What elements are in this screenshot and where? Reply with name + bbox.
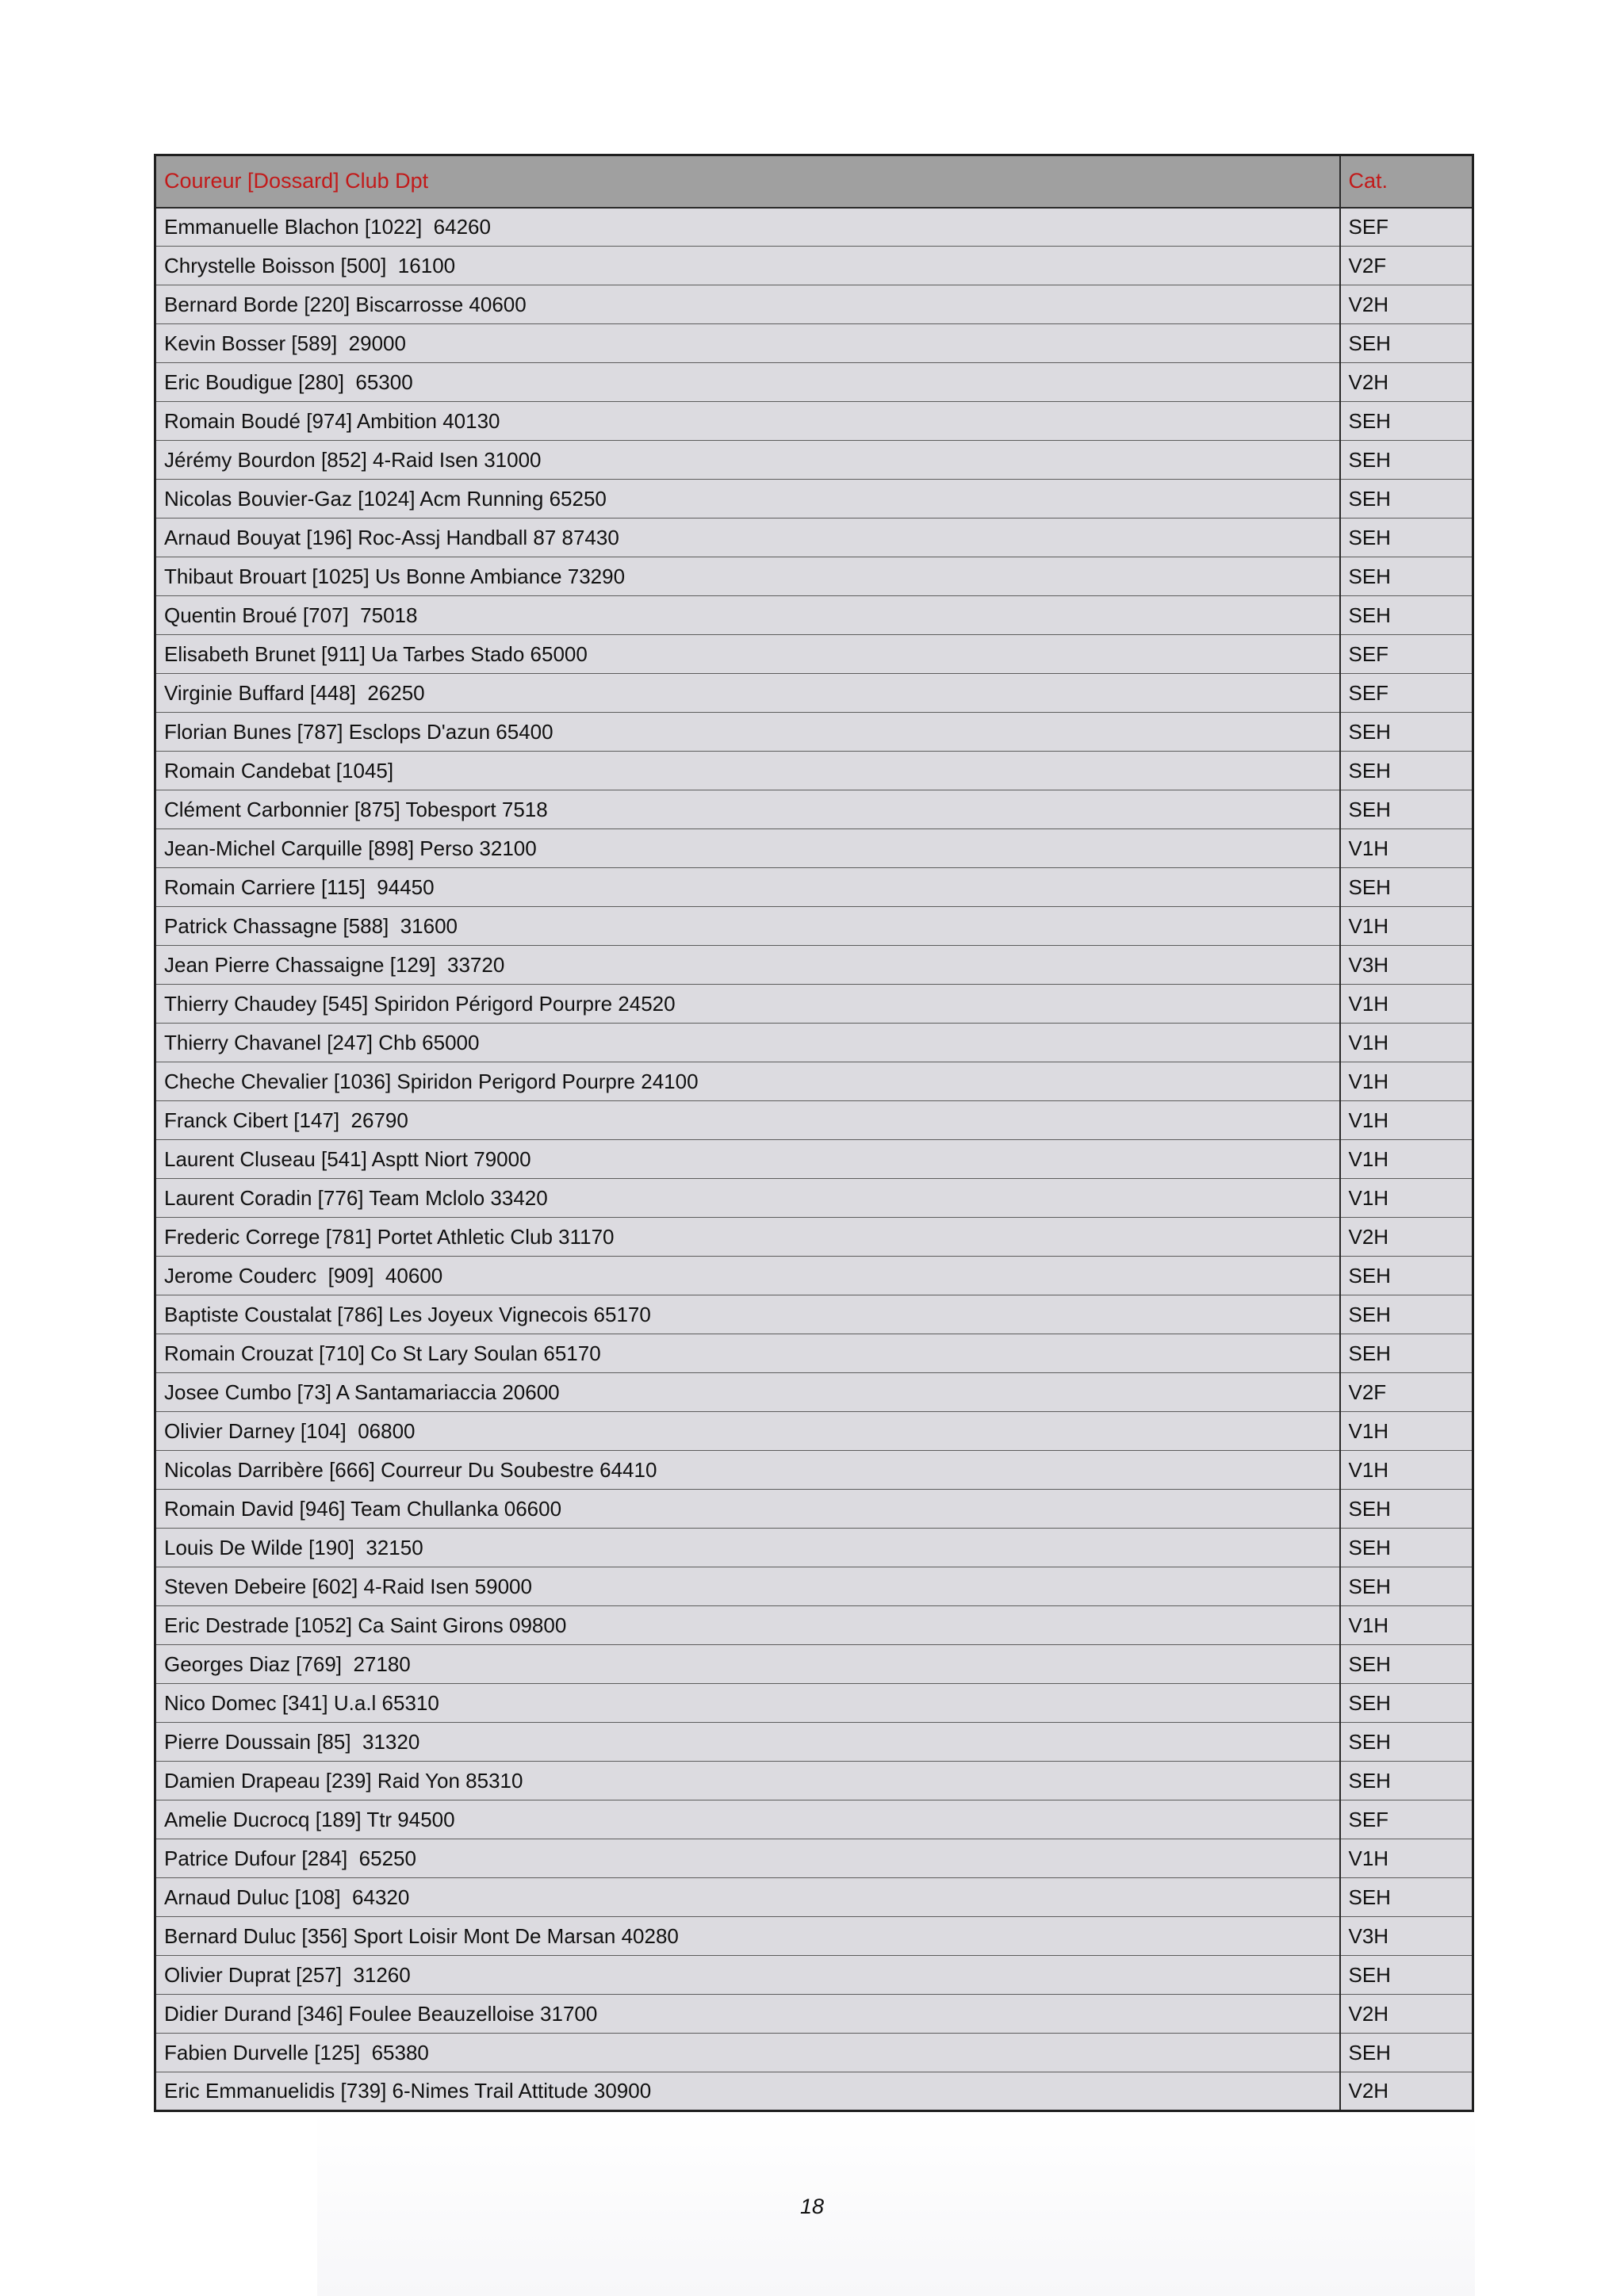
runner-cell: Quentin Broué [707] 75018	[155, 596, 1340, 635]
runner-cell: Elisabeth Brunet [911] Ua Tarbes Stado 65000	[155, 635, 1340, 674]
table-row	[155, 285, 1473, 324]
table-row	[155, 363, 1473, 402]
category-cell: SEH	[1340, 402, 1473, 441]
table-row	[155, 1956, 1473, 1995]
runner-cell: Olivier Darney [104] 06800	[155, 1412, 1340, 1451]
runner-cell: Romain Carriere [115] 94450	[155, 868, 1340, 907]
table-row	[155, 635, 1473, 674]
runner-cell: Laurent Cluseau [541] Asptt Niort 79000	[155, 1140, 1340, 1179]
table-row	[155, 557, 1473, 596]
table-row	[155, 208, 1473, 247]
runner-cell: Damien Drapeau [239] Raid Yon 85310	[155, 1762, 1340, 1800]
runner-cell: Florian Bunes [787] Esclops D'azun 65400	[155, 713, 1340, 752]
category-cell: V3H	[1340, 946, 1473, 985]
category-cell: V1H	[1340, 1451, 1473, 1490]
runner-cell: Jérémy Bourdon [852] 4-Raid Isen 31000	[155, 441, 1340, 480]
category-cell: SEH	[1340, 1490, 1473, 1529]
table-row	[155, 1723, 1473, 1762]
category-cell: V1H	[1340, 829, 1473, 868]
table-row	[155, 1373, 1473, 1412]
category-cell: V2H	[1340, 1218, 1473, 1257]
runner-cell: Steven Debeire [602] 4-Raid Isen 59000	[155, 1567, 1340, 1606]
table-row	[155, 946, 1473, 985]
table-row	[155, 1762, 1473, 1800]
runner-cell: Romain Crouzat [710] Co St Lary Soulan 65170	[155, 1334, 1340, 1373]
runner-cell: Thierry Chavanel [247] Chb 65000	[155, 1024, 1340, 1062]
runner-cell: Thierry Chaudey [545] Spiridon Périgord Pourpre 24520	[155, 985, 1340, 1024]
table-row	[155, 674, 1473, 713]
table-row	[155, 1062, 1473, 1101]
category-cell: SEH	[1340, 557, 1473, 596]
table-row	[155, 752, 1473, 790]
category-cell: SEF	[1340, 674, 1473, 713]
category-cell: V1H	[1340, 1101, 1473, 1140]
table-row	[155, 324, 1473, 363]
category-cell: V2H	[1340, 2072, 1473, 2111]
runner-cell: Jerome Couderc [909] 40600	[155, 1257, 1340, 1295]
results-table	[154, 154, 1474, 2112]
category-cell: V2F	[1340, 1373, 1473, 1412]
runner-cell: Laurent Coradin [776] Team Mclolo 33420	[155, 1179, 1340, 1218]
runner-cell: Jean Pierre Chassaigne [129] 33720	[155, 946, 1340, 985]
table-row	[155, 1529, 1473, 1567]
runner-cell: Josee Cumbo [73] A Santamariaccia 20600	[155, 1373, 1340, 1412]
table-row	[155, 1917, 1473, 1956]
runner-cell: Eric Destrade [1052] Ca Saint Girons 09800	[155, 1606, 1340, 1645]
runner-cell: Romain Candebat [1045]	[155, 752, 1340, 790]
table-row	[155, 1878, 1473, 1917]
page-number: 18	[799, 2195, 825, 2218]
runner-cell: Baptiste Coustalat [786] Les Joyeux Vignecois 65170	[155, 1295, 1340, 1334]
category-cell: SEH	[1340, 2034, 1473, 2072]
runner-cell: Georges Diaz [769] 27180	[155, 1645, 1340, 1684]
category-cell: V1H	[1340, 1140, 1473, 1179]
runner-cell: Eric Boudigue [280] 65300	[155, 363, 1340, 402]
runner-cell: Arnaud Duluc [108] 64320	[155, 1878, 1340, 1917]
runner-cell: Olivier Duprat [257] 31260	[155, 1956, 1340, 1995]
runner-cell: Amelie Ducrocq [189] Ttr 94500	[155, 1800, 1340, 1839]
category-cell: SEH	[1340, 324, 1473, 363]
table-row	[155, 1645, 1473, 1684]
category-cell: SEH	[1340, 1295, 1473, 1334]
table-row	[155, 1218, 1473, 1257]
runner-cell: Nicolas Bouvier-Gaz [1024] Acm Running 65250	[155, 480, 1340, 519]
category-cell: V1H	[1340, 1179, 1473, 1218]
category-cell: SEH	[1340, 752, 1473, 790]
table-row	[155, 2072, 1473, 2111]
table-row	[155, 1179, 1473, 1218]
category-cell: SEH	[1340, 1762, 1473, 1800]
runner-cell: Cheche Chevalier [1036] Spiridon Perigord Pourpre 24100	[155, 1062, 1340, 1101]
runner-cell: Louis De Wilde [190] 32150	[155, 1529, 1340, 1567]
runner-cell: Jean-Michel Carquille [898] Perso 32100	[155, 829, 1340, 868]
category-cell: V1H	[1340, 1606, 1473, 1645]
table-row	[155, 1995, 1473, 2034]
category-cell: SEH	[1340, 868, 1473, 907]
runner-cell: Arnaud Bouyat [196] Roc-Assj Handball 87 87430	[155, 519, 1340, 557]
table-row	[155, 2034, 1473, 2072]
table-row	[155, 1295, 1473, 1334]
category-cell: V2H	[1340, 285, 1473, 324]
category-cell: SEF	[1340, 635, 1473, 674]
table-row	[155, 1257, 1473, 1295]
table-row	[155, 1567, 1473, 1606]
runner-cell: Pierre Doussain [85] 31320	[155, 1723, 1340, 1762]
runner-cell: Virginie Buffard [448] 26250	[155, 674, 1340, 713]
table-row	[155, 247, 1473, 285]
table-row	[155, 596, 1473, 635]
table-row	[155, 1024, 1473, 1062]
category-cell: SEH	[1340, 1567, 1473, 1606]
table-row	[155, 1800, 1473, 1839]
runner-cell: Nicolas Darribère [666] Courreur Du Soubestre 64410	[155, 1451, 1340, 1490]
category-cell: SEH	[1340, 596, 1473, 635]
category-cell: V2F	[1340, 247, 1473, 285]
category-cell: SEH	[1340, 1334, 1473, 1373]
category-cell: V2H	[1340, 1995, 1473, 2034]
runner-cell: Emmanuelle Blachon [1022] 64260	[155, 208, 1340, 247]
runner-cell: Romain David [946] Team Chullanka 06600	[155, 1490, 1340, 1529]
category-cell: SEH	[1340, 713, 1473, 752]
table-row	[155, 985, 1473, 1024]
category-cell: V1H	[1340, 985, 1473, 1024]
category-cell: V1H	[1340, 907, 1473, 946]
category-cell: V1H	[1340, 1024, 1473, 1062]
category-cell: SEH	[1340, 1645, 1473, 1684]
category-cell: SEH	[1340, 1723, 1473, 1762]
table-row	[155, 1839, 1473, 1878]
table-row	[155, 907, 1473, 946]
category-cell: SEH	[1340, 1257, 1473, 1295]
runner-cell: Eric Emmanuelidis [739] 6-Nimes Trail Attitude 30900	[155, 2072, 1340, 2111]
table-row	[155, 1412, 1473, 1451]
table-row	[155, 829, 1473, 868]
category-cell: SEH	[1340, 1684, 1473, 1723]
table-row	[155, 519, 1473, 557]
column-header-category: Cat.	[1340, 155, 1473, 208]
runner-cell: Patrice Dufour [284] 65250	[155, 1839, 1340, 1878]
table-row	[155, 1451, 1473, 1490]
runner-cell: Chrystelle Boisson [500] 16100	[155, 247, 1340, 285]
runner-cell: Frederic Correge [781] Portet Athletic Club 31170	[155, 1218, 1340, 1257]
runner-cell: Franck Cibert [147] 26790	[155, 1101, 1340, 1140]
runner-cell: Thibaut Brouart [1025] Us Bonne Ambiance 73290	[155, 557, 1340, 596]
category-cell: SEH	[1340, 1529, 1473, 1567]
table-row	[155, 1684, 1473, 1723]
table-row	[155, 1490, 1473, 1529]
runner-cell: Patrick Chassagne [588] 31600	[155, 907, 1340, 946]
runner-cell: Romain Boudé [974] Ambition 40130	[155, 402, 1340, 441]
category-cell: SEH	[1340, 1956, 1473, 1995]
table-row	[155, 480, 1473, 519]
table-row	[155, 441, 1473, 480]
category-cell: SEH	[1340, 790, 1473, 829]
runner-cell: Bernard Borde [220] Biscarrosse 40600	[155, 285, 1340, 324]
column-header-runner: Coureur [Dossard] Club Dpt	[155, 155, 1340, 208]
table-header-row	[155, 155, 1473, 208]
runner-cell: Nico Domec [341] U.a.l 65310	[155, 1684, 1340, 1723]
table-row	[155, 1334, 1473, 1373]
category-cell: SEH	[1340, 519, 1473, 557]
category-cell: V1H	[1340, 1412, 1473, 1451]
category-cell: SEH	[1340, 1878, 1473, 1917]
category-cell: V1H	[1340, 1839, 1473, 1878]
runner-cell: Clément Carbonnier [875] Tobesport 7518	[155, 790, 1340, 829]
category-cell: SEH	[1340, 441, 1473, 480]
runner-cell: Didier Durand [346] Foulee Beauzelloise 31700	[155, 1995, 1340, 2034]
category-cell: V1H	[1340, 1062, 1473, 1101]
table-row	[155, 790, 1473, 829]
table-row	[155, 1606, 1473, 1645]
table-row	[155, 1101, 1473, 1140]
runner-cell: Bernard Duluc [356] Sport Loisir Mont De Marsan 40280	[155, 1917, 1340, 1956]
table-body	[155, 208, 1473, 2111]
category-cell: SEH	[1340, 480, 1473, 519]
table-row	[155, 402, 1473, 441]
table-row	[155, 1140, 1473, 1179]
table-row	[155, 713, 1473, 752]
category-cell: SEF	[1340, 1800, 1473, 1839]
runner-cell: Kevin Bosser [589] 29000	[155, 324, 1340, 363]
table-row	[155, 868, 1473, 907]
runner-cell: Fabien Durvelle [125] 65380	[155, 2034, 1340, 2072]
category-cell: V3H	[1340, 1917, 1473, 1956]
category-cell: SEF	[1340, 208, 1473, 247]
category-cell: V2H	[1340, 363, 1473, 402]
